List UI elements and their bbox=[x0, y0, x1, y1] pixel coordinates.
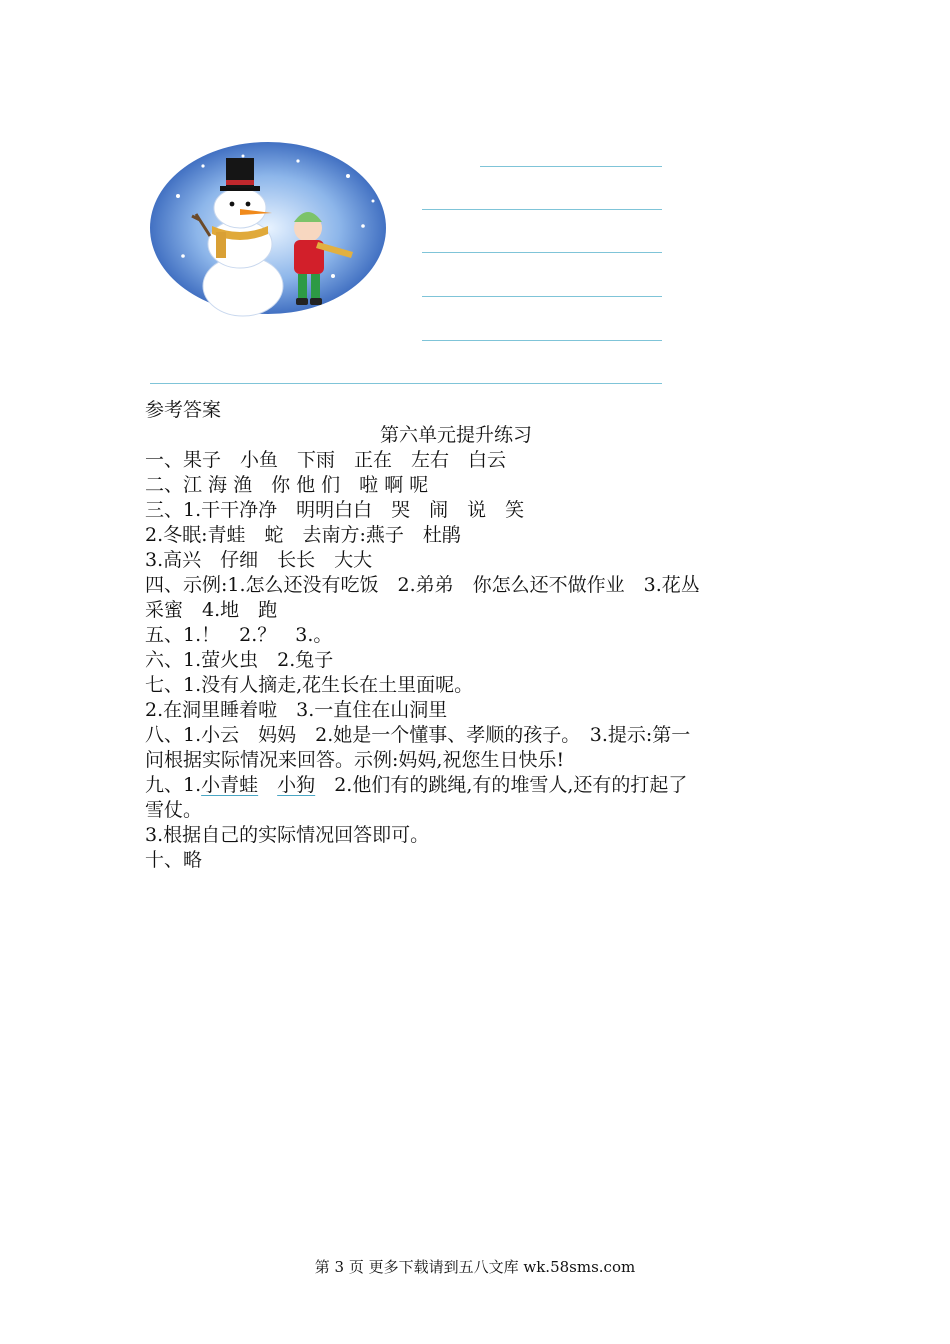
answer-9-underlined-a: 小青蛙 bbox=[201, 774, 259, 796]
answer-line: 八、1.小云 妈妈 2.她是一个懂事、孝顺的孩子。 3.提示:第一 bbox=[145, 724, 691, 746]
answer-line: 二、江 海 渔 你 他 们 啦 啊 呢 bbox=[145, 474, 429, 496]
writing-line-5 bbox=[422, 340, 662, 341]
answer-line: 五、1.！ 2.？ 3.。 bbox=[145, 624, 333, 646]
answer-line: 2.在洞里睡着啦 3.一直住在山洞里 bbox=[145, 699, 448, 721]
answer-line: 雪仗。 bbox=[145, 799, 203, 821]
answer-line: 六、1.萤火虫 2.兔子 bbox=[145, 649, 334, 671]
answer-line: 3.根据自己的实际情况回答即可。 bbox=[145, 824, 430, 846]
answer-9-line bbox=[145, 773, 687, 798]
unit-title: 第六单元提升练习 bbox=[380, 424, 533, 446]
writing-line-4 bbox=[422, 296, 662, 297]
answer-line: 3.高兴 仔细 长长 大大 bbox=[145, 549, 373, 571]
answer-9-sep bbox=[258, 774, 277, 796]
answer-line: 三、1.干干净净 明明白白 哭 闹 说 笑 bbox=[145, 499, 525, 521]
writing-line-3 bbox=[422, 252, 662, 253]
writing-line-6 bbox=[150, 383, 662, 384]
answer-line: 问根据实际情况来回答。示例:妈妈,祝您生日快乐! bbox=[145, 749, 565, 771]
answer-line: 一、果子 小鱼 下雨 正在 左右 白云 bbox=[145, 449, 507, 471]
writing-line-1 bbox=[480, 166, 662, 167]
answer-line: 四、示例:1.怎么还没有吃饭 2.弟弟 你怎么还不做作业 3.花丛 bbox=[145, 574, 700, 596]
answer-line: 七、1.没有人摘走,花生长在土里面呢。 bbox=[145, 674, 474, 696]
answer-line: 2.冬眠:青蛙 蛇 去南方:燕子 杜鹃 bbox=[145, 524, 461, 546]
answer-line: 十、略 bbox=[145, 849, 203, 871]
section-title: 参考答案 bbox=[145, 399, 222, 421]
answer-9-prefix: 九、1. bbox=[145, 774, 202, 796]
answer-line: 采蜜 4.地 跑 bbox=[145, 599, 278, 621]
answer-9-underlined-b: 小狗 bbox=[277, 774, 316, 796]
page-footer: 第 3 页 更多下载请到五八文库 wk.58sms.com bbox=[314, 1258, 636, 1276]
snowman-illustration bbox=[148, 136, 392, 332]
writing-line-2 bbox=[422, 209, 662, 210]
answer-9-rest: 2.他们有的跳绳,有的堆雪人,还有的打起了 bbox=[315, 774, 688, 796]
